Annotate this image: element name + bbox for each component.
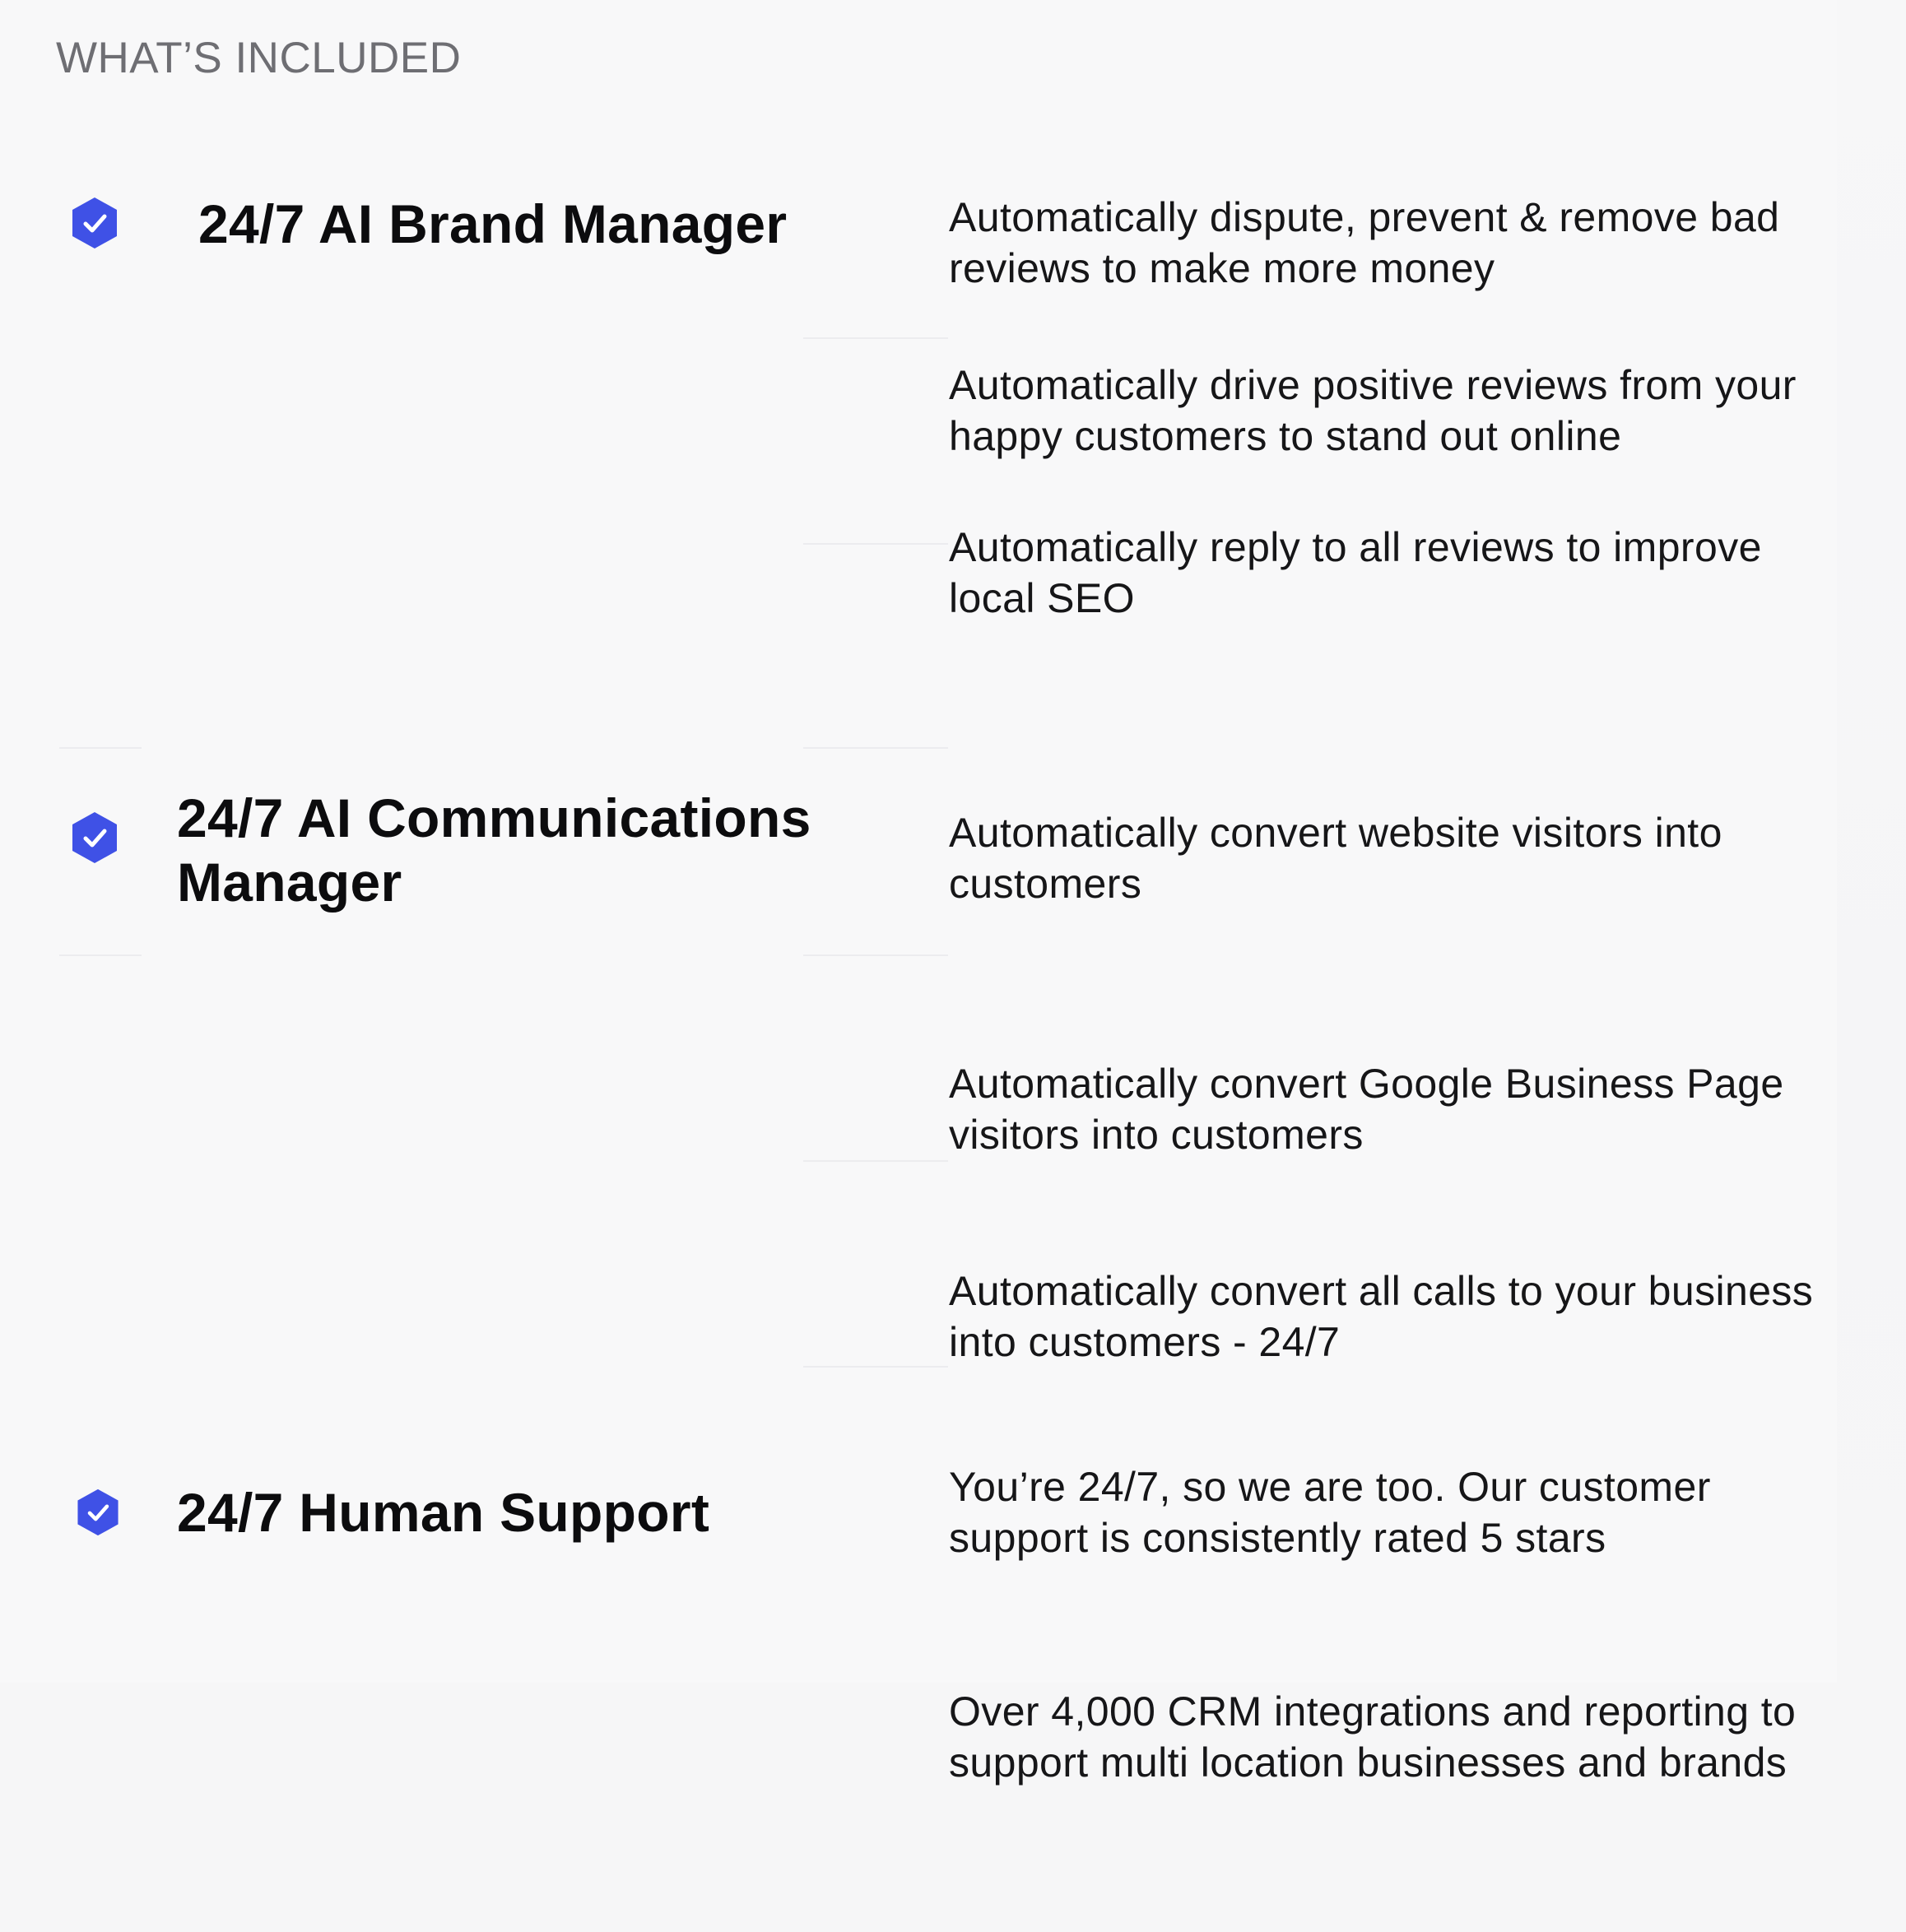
divider — [803, 1366, 948, 1368]
feature-description: Automatically dispute, prevent & remove bad reviews to make more money — [949, 194, 1780, 291]
divider — [59, 954, 142, 956]
divider — [803, 1160, 948, 1162]
feature-description: Automatically convert all calls to your business into customers - 24/7 — [949, 1268, 1814, 1365]
check-badge-icon-graphic — [73, 1488, 123, 1537]
divider — [59, 747, 142, 749]
feature-description: Automatically reply to all reviews to improve local SEO — [949, 524, 1762, 621]
divider — [803, 747, 948, 749]
feature-title-human-support: 24/7 Human Support — [177, 1482, 710, 1543]
divider — [803, 954, 948, 956]
check-badge-icon — [73, 1488, 123, 1537]
feature-title-communications-manager: 24/7 AI Communications Manager — [177, 787, 811, 913]
check-badge-icon — [67, 810, 122, 865]
feature-description: Automatically convert Google Business Page visitors into customers — [949, 1061, 1784, 1158]
check-badge-icon-graphic — [67, 810, 122, 865]
check-badge-icon — [67, 196, 122, 250]
divider — [803, 543, 948, 545]
feature-description: Automatically drive positive reviews from your happy customers to stand out online — [949, 362, 1797, 459]
feature-title-brand-manager: 24/7 AI Brand Manager — [198, 193, 788, 254]
check-badge-icon-graphic — [67, 196, 122, 250]
feature-description: Automatically convert website visitors into customers — [949, 810, 1722, 907]
feature-description: You’re 24/7, so we are too. Our customer support is consistently rated 5 stars — [949, 1464, 1711, 1561]
divider — [803, 337, 948, 339]
feature-description: Over 4,000 CRM integrations and reporting to support multi location businesses and brands — [949, 1688, 1797, 1786]
section-label: WHAT’S INCLUDED — [56, 34, 462, 82]
